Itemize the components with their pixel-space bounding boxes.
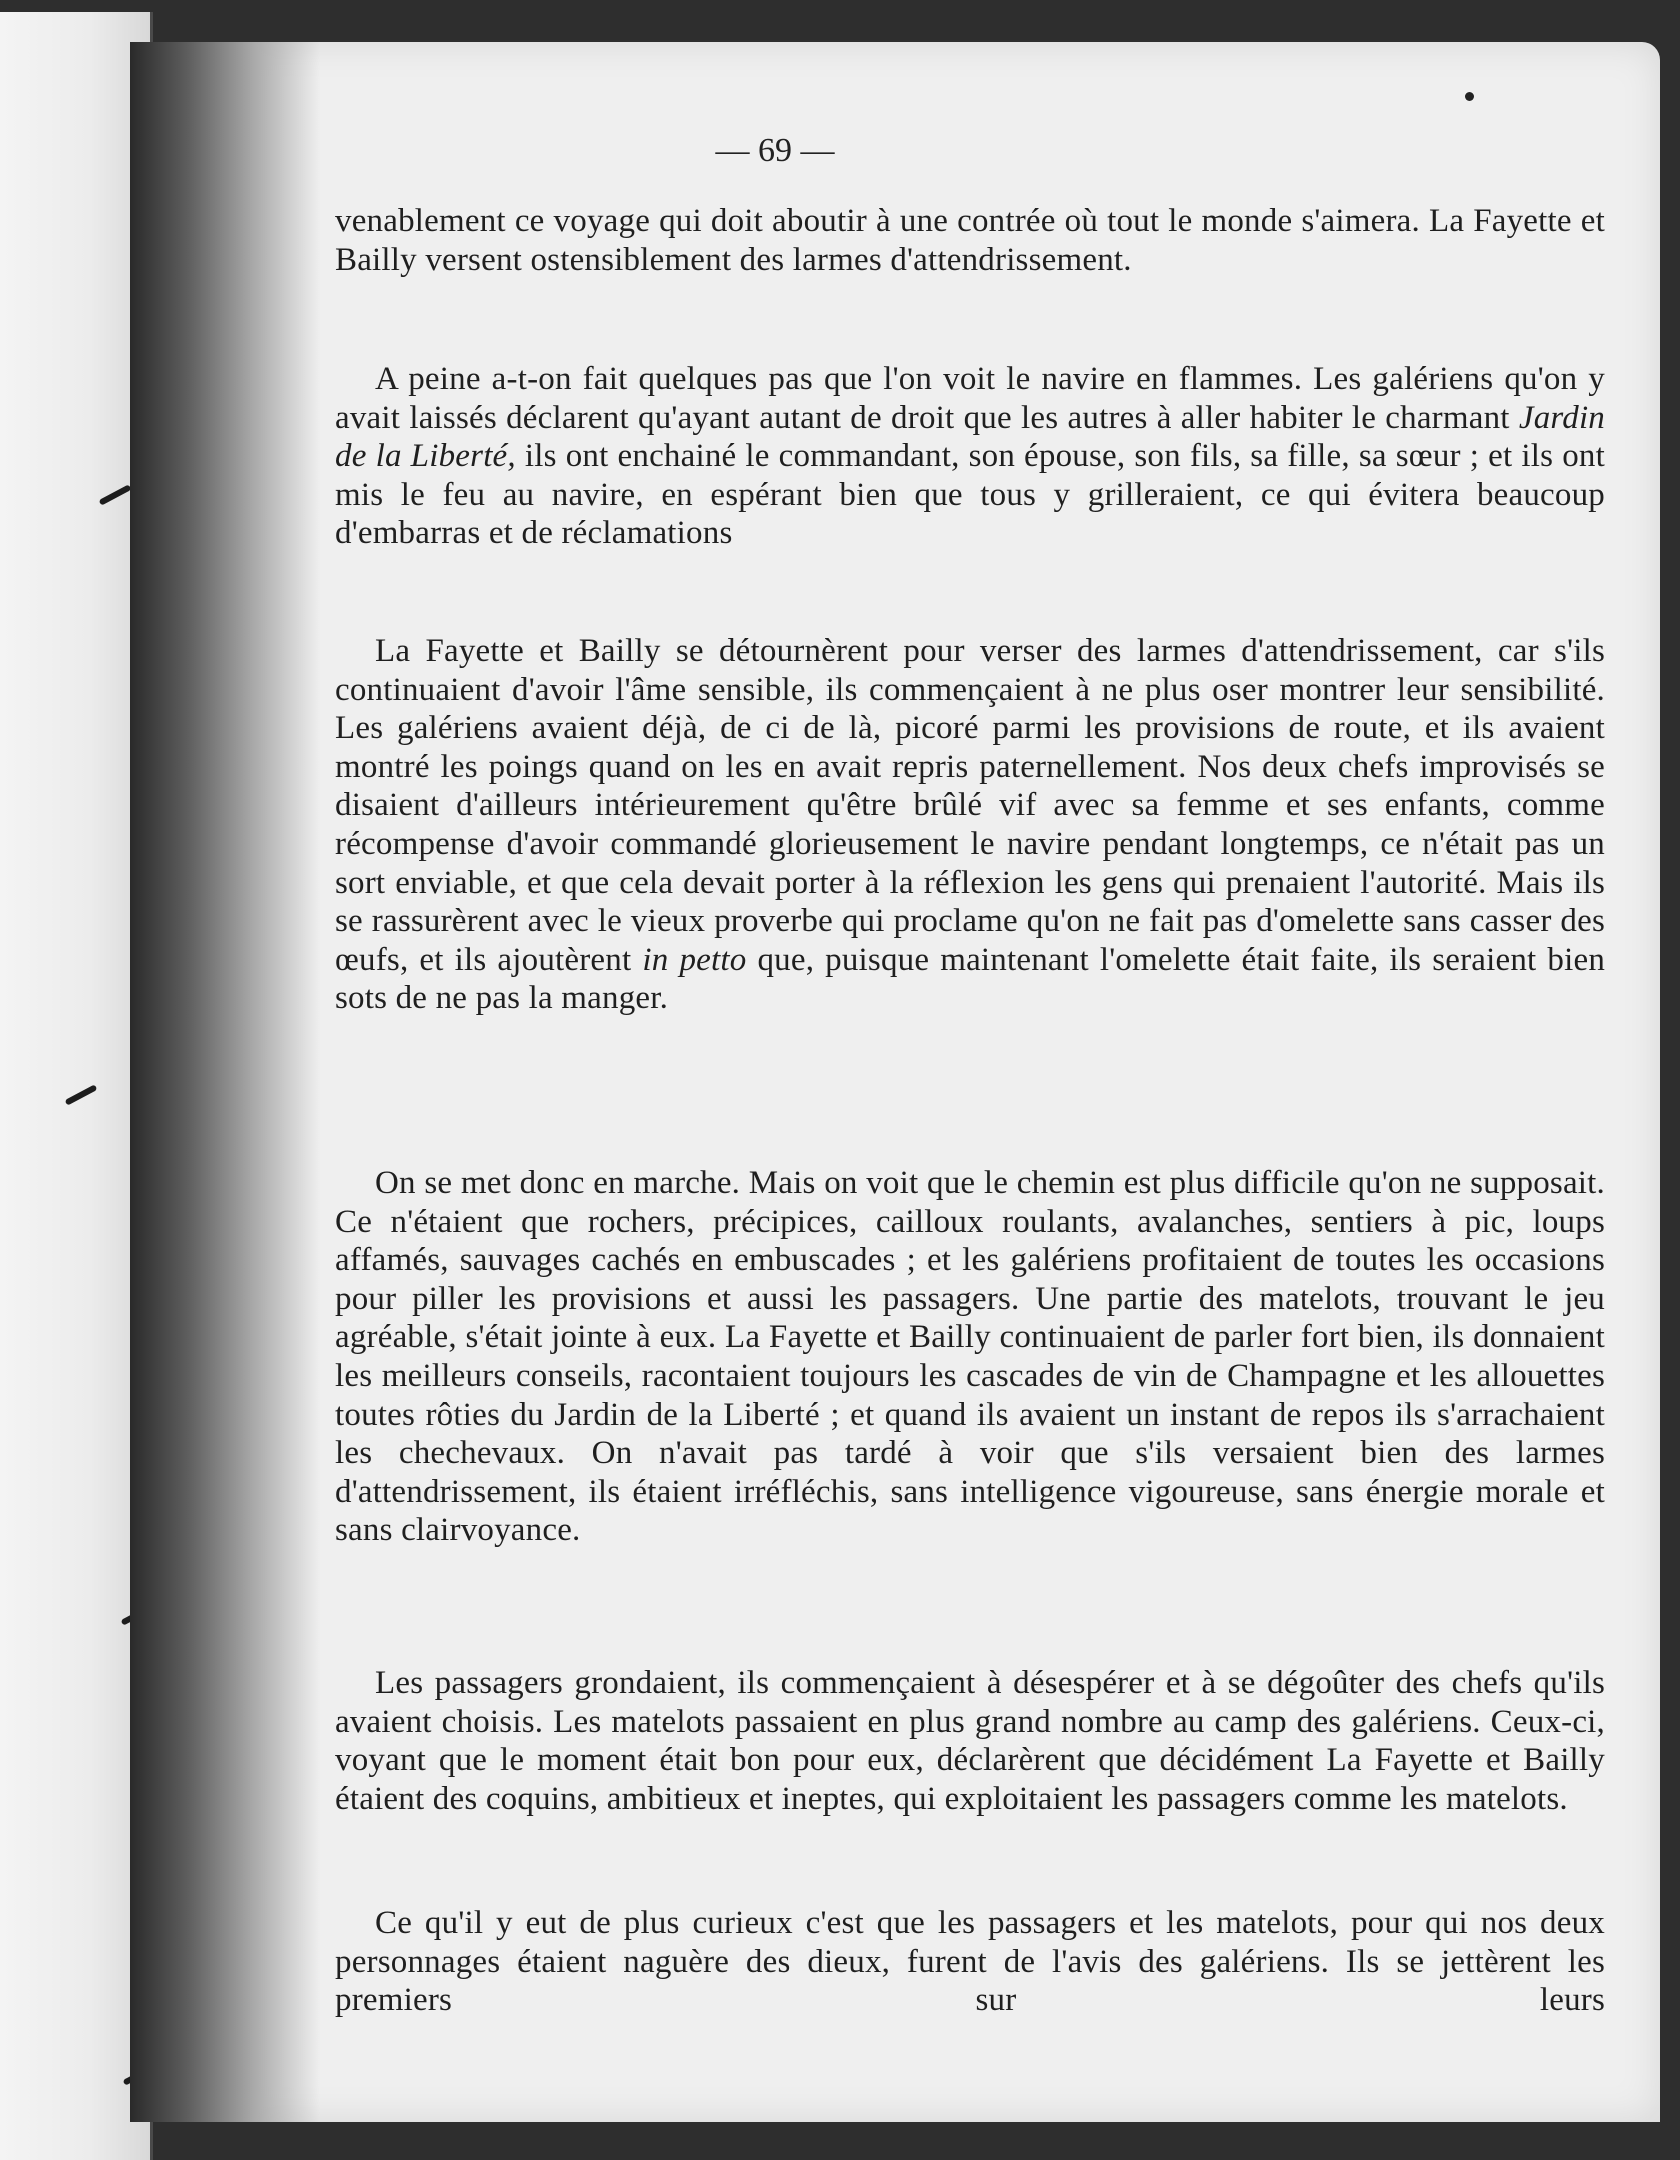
paragraph-text: ils ont enchainé le commandant, son épouse, son fils, sa fille, sa sœur ; et ils ont mis le feu au navire, en espérant bien que tous y grilleraient, ce qui évitera beaucoup d'embarras et de réclamations [335, 438, 1605, 552]
paragraph-text: Les passagers grondaient, ils commençaient à désespérer et à se dégoûter des chefs qu'ils avaient choisis. Les matelots passaient en plus grand nombre au camp des galériens. Ceux-ci, voyant que le moment était bon pour eux, déclarèrent que décidément La Fayette et Bailly étaient des coquins, ambitieux et ineptes, qui exploitaient les passagers comme les matelots. [335, 1665, 1605, 1817]
paragraph-text: A peine a-t-on fait quelques pas que l'on voit le navire en flammes. Les galériens qu'on y avait laissés déclarent qu'ayant autant de droit que les autres à aller habiter le charmant [335, 361, 1605, 436]
paragraph-text: La Fayette et Bailly se détournèrent pour verser des larmes d'attendrissement, car s'ils continuaient d'avoir l'âme sensible, ils commençaient à ne plus oser montrer leur sensibilité. Les galériens avaient déjà, de ci de là, picoré parmi les provisions de route, et ils avaient montré les poings quand on les en avait repris paternellement. Nos deux chefs improvisés se disaient d'ailleurs intérieurement qu'être brûlé vif avec sa femme et ses enfants, comme récompense d'avoir commandé glorieusement le navire pendant longtemps, ce n'était pas un sort enviable, et que cela devait porter à la réflexion les gens qui prenaient l'autorité. Mais ils se rassurèrent avec le vieux proverbe qui proclame qu'on ne fait pas d'omelette sans casser des œufs, et ils ajoutèrent [335, 633, 1605, 978]
paragraph [335, 1664, 1605, 1818]
paragraph [335, 1904, 1605, 2020]
page-tear-mark [99, 484, 132, 505]
page-sheet [130, 42, 1660, 2122]
paragraph-text: On se met donc en marche. Mais on voit que le chemin est plus difficile qu'on ne supposait. Ce n'étaient que rochers, précipices, cailloux roulants, avalanches, sentiers à pic, loups affamés, sauvages cachés en embuscades ; et les galériens profitaient de toutes les occasions pour piller les provisions et aussi les passagers. Une partie des matelots, trouvant le jeu agréable, s'était jointe à eux. La Fayette et Bailly continuaient de parler fort bien, ils donnaient les meilleurs conseils, racontaient toujours les cascades de vin de Champagne et les allouettes toutes rôties du Jardin de la Liberté ; et quand ils avaient un instant de repos ils s'arrachaient les chechevaux. On n'avait pas tardé à voir que s'ils versaient bien des larmes d'attendrissement, ils étaient irréfléchis, sans intelligence vigoureuse, sans énergie morale et sans clairvoyance. [335, 1165, 1605, 1549]
paragraph-text: venablement ce voyage qui doit aboutir à une contrée où tout le monde s'aimera. La Fayette et Bailly versent ostensiblement des larmes d'attendrissement. [335, 203, 1605, 278]
paragraph [335, 1164, 1605, 1550]
paragraph [335, 202, 1605, 279]
paragraph [335, 360, 1605, 553]
binding-gutter-shadow [130, 42, 320, 2122]
page-number: — 69 — [715, 132, 835, 169]
paragraph-text: que, puisque maintenant l'omelette était faite, ils seraient bien sots de ne pas la manger. [335, 941, 1606, 1017]
paragraph-italic-text: in petto [642, 941, 747, 978]
paragraph-text: Ce qu'il y eut de plus curieux c'est que les passagers et les matelots, pour qui nos deux personnages étaient naguère des dieux, furent de l'avis des galériens. Ils se jettèrent les premiers sur leurs [335, 1905, 1605, 2019]
ink-speck [1465, 92, 1474, 101]
page-tear-mark [65, 1084, 98, 1105]
paragraph-italic-text: Jardin de la Liberté, [335, 399, 1606, 475]
paragraph [335, 632, 1605, 1018]
